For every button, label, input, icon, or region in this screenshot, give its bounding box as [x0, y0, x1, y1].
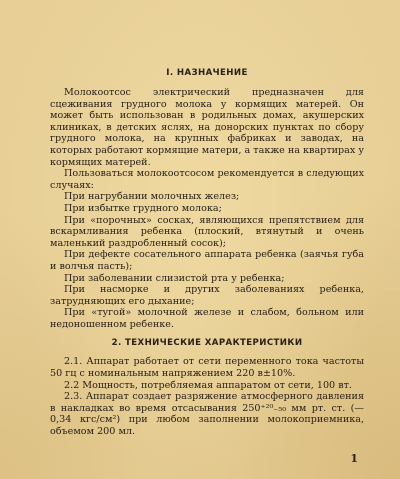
spec-2-1: 2.1. Аппарат работает от сети переменного тока частоты 50 гц с номинальным напряжением 220 в±10%. — [50, 356, 364, 380]
list-item-sucking-defect: При дефекте сосательного аппарата ребенка (заячья губа и волчья пасть); — [50, 249, 364, 272]
paragraph-purpose: Молокоотсос электрический предназначен для сцеживания грудного молока у кормящих матерей. Он может быть использован в родильных домах, акушерских клиниках, в детских яслях, на донорских пунктах по сбору грудного молока, на крупных фабриках и заводах, на которых работают кормящие матери, а также на квартирах у кормящих матерей. — [50, 87, 364, 168]
list-item-engorgement: При нагрубании молочных желез; — [64, 191, 240, 203]
list-item-runny-nose: При насморке и других заболеваниях ребенка, затрудняющих его дыхание; — [50, 284, 364, 307]
page-number: 1 — [350, 452, 358, 465]
spec-2-3: 2.3. Аппарат создает разряжение атмосферного давления в накладках во время отсасывания 250⁺²⁰₋₅₀ мм рт. ст. (—0,34 кгс/см²) при любом заполнении молокоприемника, объемом 200 мл. — [50, 391, 364, 438]
section-1-heading: I. НАЗНАЧЕНИЕ — [166, 68, 248, 78]
spec-2-2: 2.2 Мощность, потребляемая аппаратом от сети, 100 вт. — [64, 379, 352, 391]
list-item-tight-gland: При «тугой» молочной железе и слабом, больном или недоношенном ребенке. — [50, 307, 364, 330]
list-item-nipples: При «порочных» сосках, являющихся препятствием для вскармливания ребенка (плоский, втянутый и очень маленький раздробленный сосок); — [50, 214, 364, 249]
list-item-excess-milk: При избытке грудного молока; — [64, 202, 222, 214]
list-item-mouth-disease: При заболевании слизистой рта у ребенка; — [64, 272, 285, 284]
section-2-heading: 2. ТЕХНИЧЕСКИЕ ХАРАКТЕРИСТИКИ — [111, 338, 303, 349]
paragraph-use-cases-intro: Пользоваться молокоотсосом рекомендуется в следующих случаях: — [50, 168, 364, 191]
